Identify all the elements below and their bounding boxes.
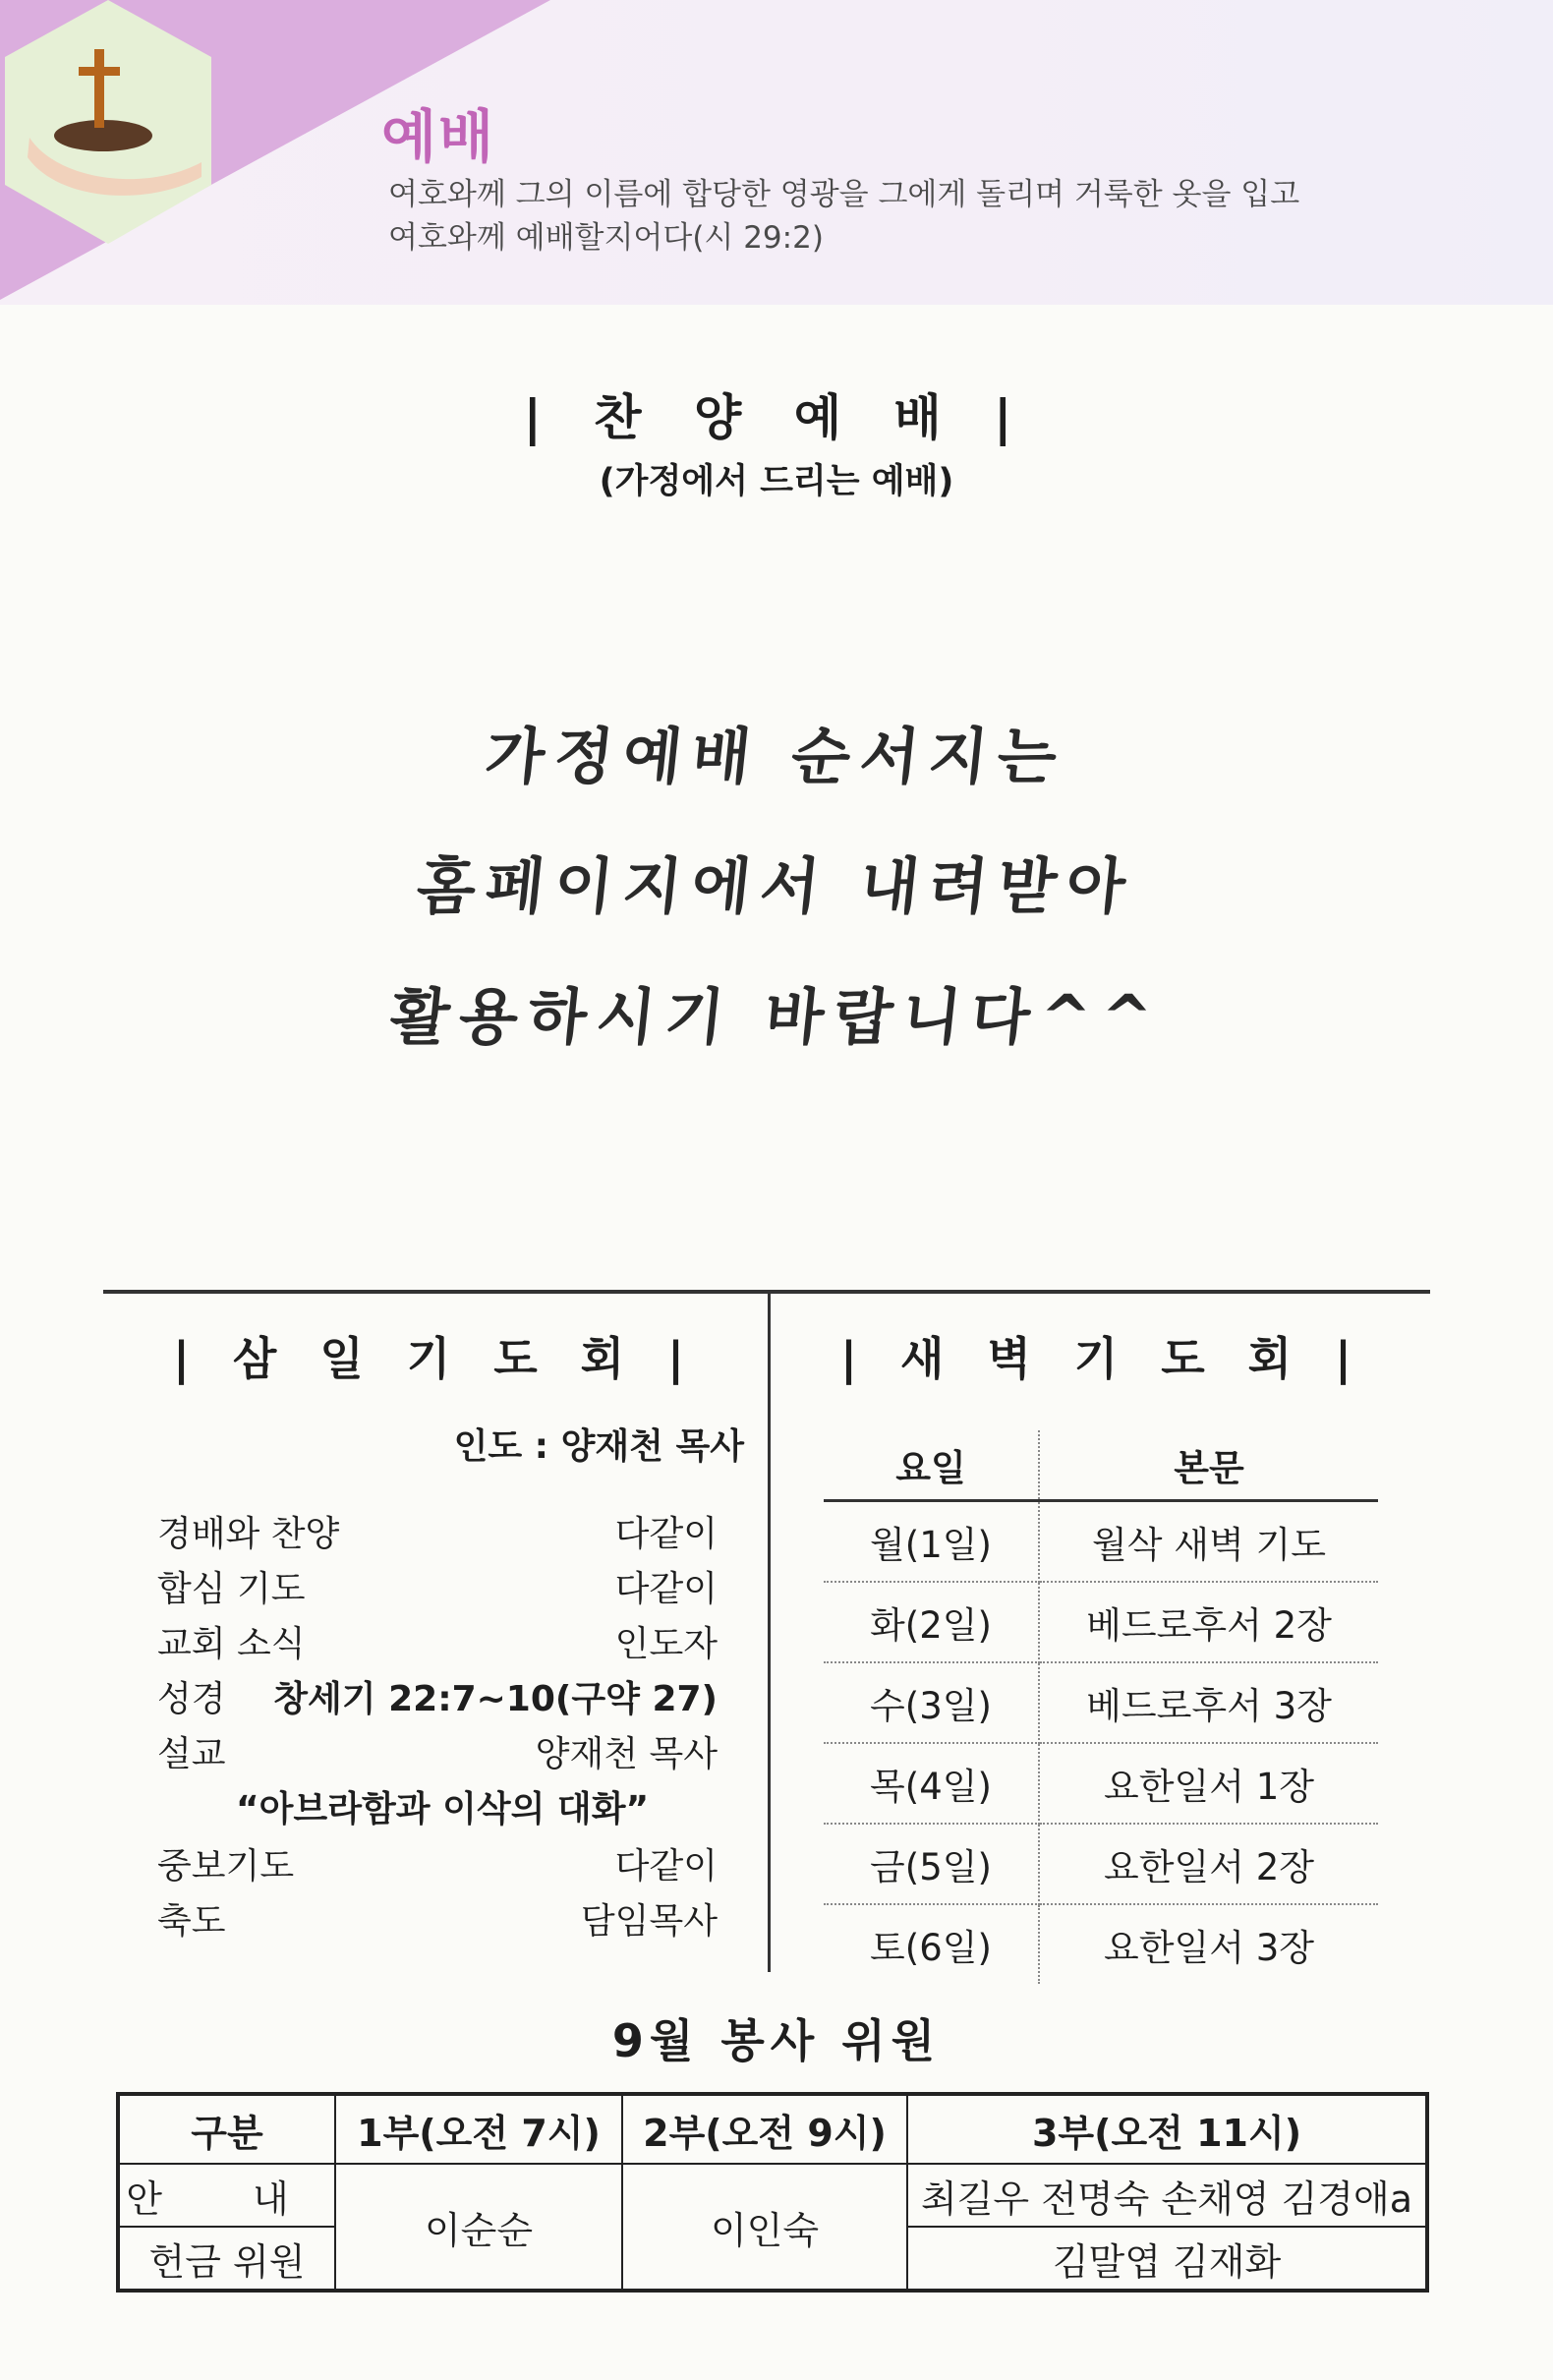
table-row: [118, 2164, 1427, 2227]
banner-band: [0, 0, 1553, 305]
third-service-offering: 김말엽 김재화: [907, 2227, 1427, 2291]
verse-line-1: 여호와께 그의 이름에 합당한 영광을 그에게 돌리며 거룩한 옷을 입고: [388, 177, 1300, 212]
column-header-third-service: 3부(오전 11시): [907, 2094, 1427, 2164]
section-title: 예배: [381, 103, 496, 170]
table-header-row: [824, 1430, 1378, 1501]
dawn-prayer-table: [824, 1430, 1378, 1984]
order-who: 양재천 목사: [535, 1734, 718, 1774]
day-cell: 금(5일): [824, 1824, 1039, 1904]
column-header-category: 구분: [118, 2094, 335, 2164]
column-header-first-service: 1부(오전 7시): [335, 2094, 622, 2164]
row-label-offering: 헌금 위원: [118, 2227, 335, 2291]
row-label-usher: 안 내: [118, 2164, 335, 2227]
order-row: [157, 1561, 718, 1616]
text-cell: 베드로후서 3장: [1039, 1662, 1378, 1743]
column-header-text: 본문: [1039, 1430, 1378, 1501]
table-row: [824, 1824, 1378, 1904]
order-row: [157, 1506, 718, 1561]
second-service-volunteer: 이인숙: [622, 2164, 907, 2291]
order-row: [157, 1726, 718, 1781]
order-item: 경배와 찬양: [157, 1514, 340, 1554]
day-cell: 월(1일): [824, 1501, 1039, 1583]
text-cell: 베드로후서 2장: [1039, 1582, 1378, 1662]
sermon-title: “아브라함과 이삭의 대화”: [236, 1789, 650, 1829]
volunteers-table: [116, 2092, 1429, 2293]
wednesday-prayer-title: | 삼 일 기 도 회 |: [173, 1332, 698, 1385]
table-row: [824, 1662, 1378, 1743]
day-cell: 토(6일): [824, 1904, 1039, 1984]
order-row: [157, 1893, 718, 1948]
table-row: [824, 1501, 1378, 1583]
order-item: 축도: [157, 1901, 226, 1942]
service-subtitle: (가정에서 드리는 예배): [599, 462, 954, 501]
wednesday-leader: 인도 : 양재천 목사: [453, 1426, 744, 1467]
first-service-volunteer: 이순순: [335, 2164, 622, 2291]
day-cell: 수(3일): [824, 1662, 1039, 1743]
text-cell: 요한일서 1장: [1039, 1743, 1378, 1824]
table-header-row: [118, 2094, 1427, 2164]
order-who: 담임목사: [580, 1901, 718, 1942]
order-row: [157, 1616, 718, 1671]
order-item: 중보기도: [157, 1846, 295, 1887]
order-who: 다같이: [614, 1569, 718, 1609]
section-divider: [103, 1290, 1430, 1294]
order-who: 인도자: [614, 1624, 718, 1664]
day-cell: 목(4일): [824, 1743, 1039, 1824]
order-item: 합심 기도: [157, 1569, 306, 1609]
cross-in-hands-icon: [0, 0, 216, 246]
handwritten-note-line-2: 홈페이지에서 내려받아: [413, 850, 1139, 922]
text-cell: 요한일서 2장: [1039, 1824, 1378, 1904]
order-who: 다같이: [614, 1514, 718, 1554]
handwritten-note-line-1: 가정예배 순서지는: [482, 721, 1070, 792]
text-cell: 월삭 새벽 기도: [1039, 1501, 1378, 1583]
text-cell: 요한일서 3장: [1103, 1927, 1314, 1969]
verse-line-2: 여호와께 예배할지어다(시 29:2): [388, 220, 824, 256]
day-cell: 화(2일): [824, 1582, 1039, 1662]
order-row: [157, 1838, 718, 1893]
table-row: [824, 1582, 1378, 1662]
order-item: 성경: [157, 1679, 226, 1719]
column-header-day: 요일: [824, 1430, 1039, 1501]
table-row: [824, 1743, 1378, 1824]
table-row: [824, 1904, 1378, 1984]
order-item: 교회 소식: [157, 1624, 306, 1664]
dawn-prayer-title: | 새 벽 기 도 회 |: [840, 1332, 1365, 1385]
third-service-ushers: 최길우 전명숙 손채영 김경애a: [907, 2164, 1427, 2227]
order-row: [157, 1671, 718, 1726]
order-item: 설교: [157, 1734, 226, 1774]
handwritten-note-line-3: 활용하시기 바랍니다^^: [386, 981, 1166, 1053]
order-who: 다같이: [614, 1846, 718, 1887]
scripture-reference: 창세기 22:7~10(구약 27): [273, 1679, 718, 1719]
volunteers-title: 9월 봉사 위원: [611, 2014, 942, 2067]
column-divider: [768, 1294, 771, 1972]
service-title: | 찬 양 예 배 |: [523, 389, 1030, 446]
column-header-second-service: 2부(오전 9시): [622, 2094, 907, 2164]
